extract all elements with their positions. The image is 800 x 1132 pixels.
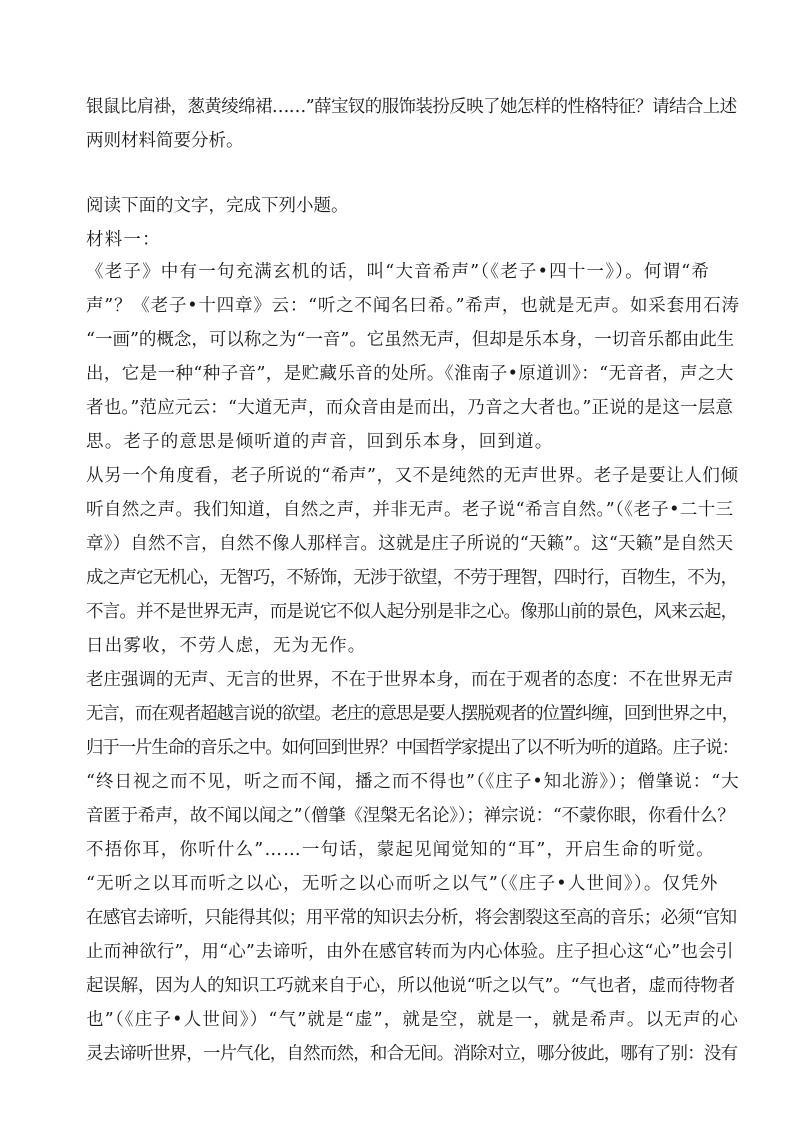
paragraph-line: 无言，而在观者超越言说的欲望。老庄的意思是要人摆脱观者的位置纠缠，回到世界之中， [86,704,738,724]
paragraph-line: 音匿于希声，故不闻以闻之”（僧肇《涅槃无名论》）；禅宗说：“不蒙你眼，你看什么？ [86,806,735,826]
instruction-line: 阅读下面的文字，完成下列小题。 [86,196,349,216]
paragraph-line: 灵去谛听世界，一片气化，自然而然，和合无间。消除对立，哪分彼此，哪有了别：没有 [86,1044,738,1064]
question-text-line: 两则材料简要分析。 [86,131,244,151]
paragraph-line: 在感官去谛听，只能得其似；用平常的知识去分析，将会割裂这至高的音乐；必须“官知 [86,908,737,928]
paragraph-line: 不捂你耳，你听什么”……一句话，蒙起见闻觉知的“耳”，开启生命的听觉。 [86,840,715,860]
paragraph-line: 止而神欲行”，用“心”去谛听，由外在感官转而为内心体验。庄子担心这“心”也会引 [86,942,734,962]
paragraph-line: 起误解，因为人的知识工巧就来自于心，所以他说“听之以气”。“气也者，虚而待物者 [86,976,736,996]
question-text-line: 银鼠比肩褂，葱黄绫绵裙……”薛宝钗的服饰装扮反映了她怎样的性格特征？请结合上述 [86,97,737,117]
paragraph-line: 出，它是一种“种子音”，是贮藏乐音的处所。《淮南子•原道训》：“无音者，声之大 [86,364,734,384]
paragraph-line: 日出雾收，不劳人虑，无为无作。 [86,636,367,656]
paragraph-line: 声”？《老子•十四章》云：“听之不闻名曰希。”希声，也就是无声。如采套用石涛 [86,296,740,316]
paragraph-line: 老庄强调的无声、无言的世界，不在于世界本身，而在于观者的态度：不在世界无声 [86,670,734,690]
paragraph-line: 《老子》中有一句充满玄机的话，叫“大音希声”（《老子•四十一》）。何谓“希 [86,262,711,282]
paragraph-line: “一画”的概念，可以称之为“一音”。它虽然无声，但却是乐本身，一切音乐都由此生 [86,330,735,350]
paragraph-line: 也”（《庄子•人世间》）“气”就是“虚”，就是空，就是一，就是希声。以无声的心 [86,1010,740,1030]
paragraph-line: 章》）自然不言，自然不像人那样言。这就是庄子所说的“天籁”。这“天籁”是自然天 [86,534,734,554]
paragraph-line: “无听之以耳而听之以心，无听之以心而听之以气”（《庄子•人世间》）。仅凭外 [86,874,719,894]
paragraph-line: “终日视之而不见，听之而不闻，播之而不得也”（《庄子•知北游》）；僧肇说：“大 [86,772,740,792]
paragraph-line: 者也。”范应元云：“大道无声，而众音由是而出，乃音之大者也。”正说的是这一层意 [86,398,734,418]
material-heading: 材料一： [86,230,161,250]
paragraph-line: 思。老子的意思是倾听道的声音，回到乐本身，回到道。 [86,432,554,452]
paragraph-line: 听自然之声。我们知道，自然之声，并非无声。老子说“希言自然。”（《老子•二十三 [86,500,734,520]
paragraph-line: 不言。并不是世界无声，而是说它不似人起分别是非之心。像那山前的景色，风来云起， [86,602,738,622]
paragraph-line: 成之声它无机心，无智巧，不矫饰，无涉于欲望，不劳于理智，四时行，百物生，不为， [86,568,738,588]
paragraph-line: 归于一片生命的音乐之中。如何回到世界？中国哲学家提出了以不听为听的道路。庄子说： [86,738,738,758]
paragraph-line: 从另一个角度看，老子所说的“希声”，又不是纯然的无声世界。老子是要让人们倾 [86,466,739,486]
